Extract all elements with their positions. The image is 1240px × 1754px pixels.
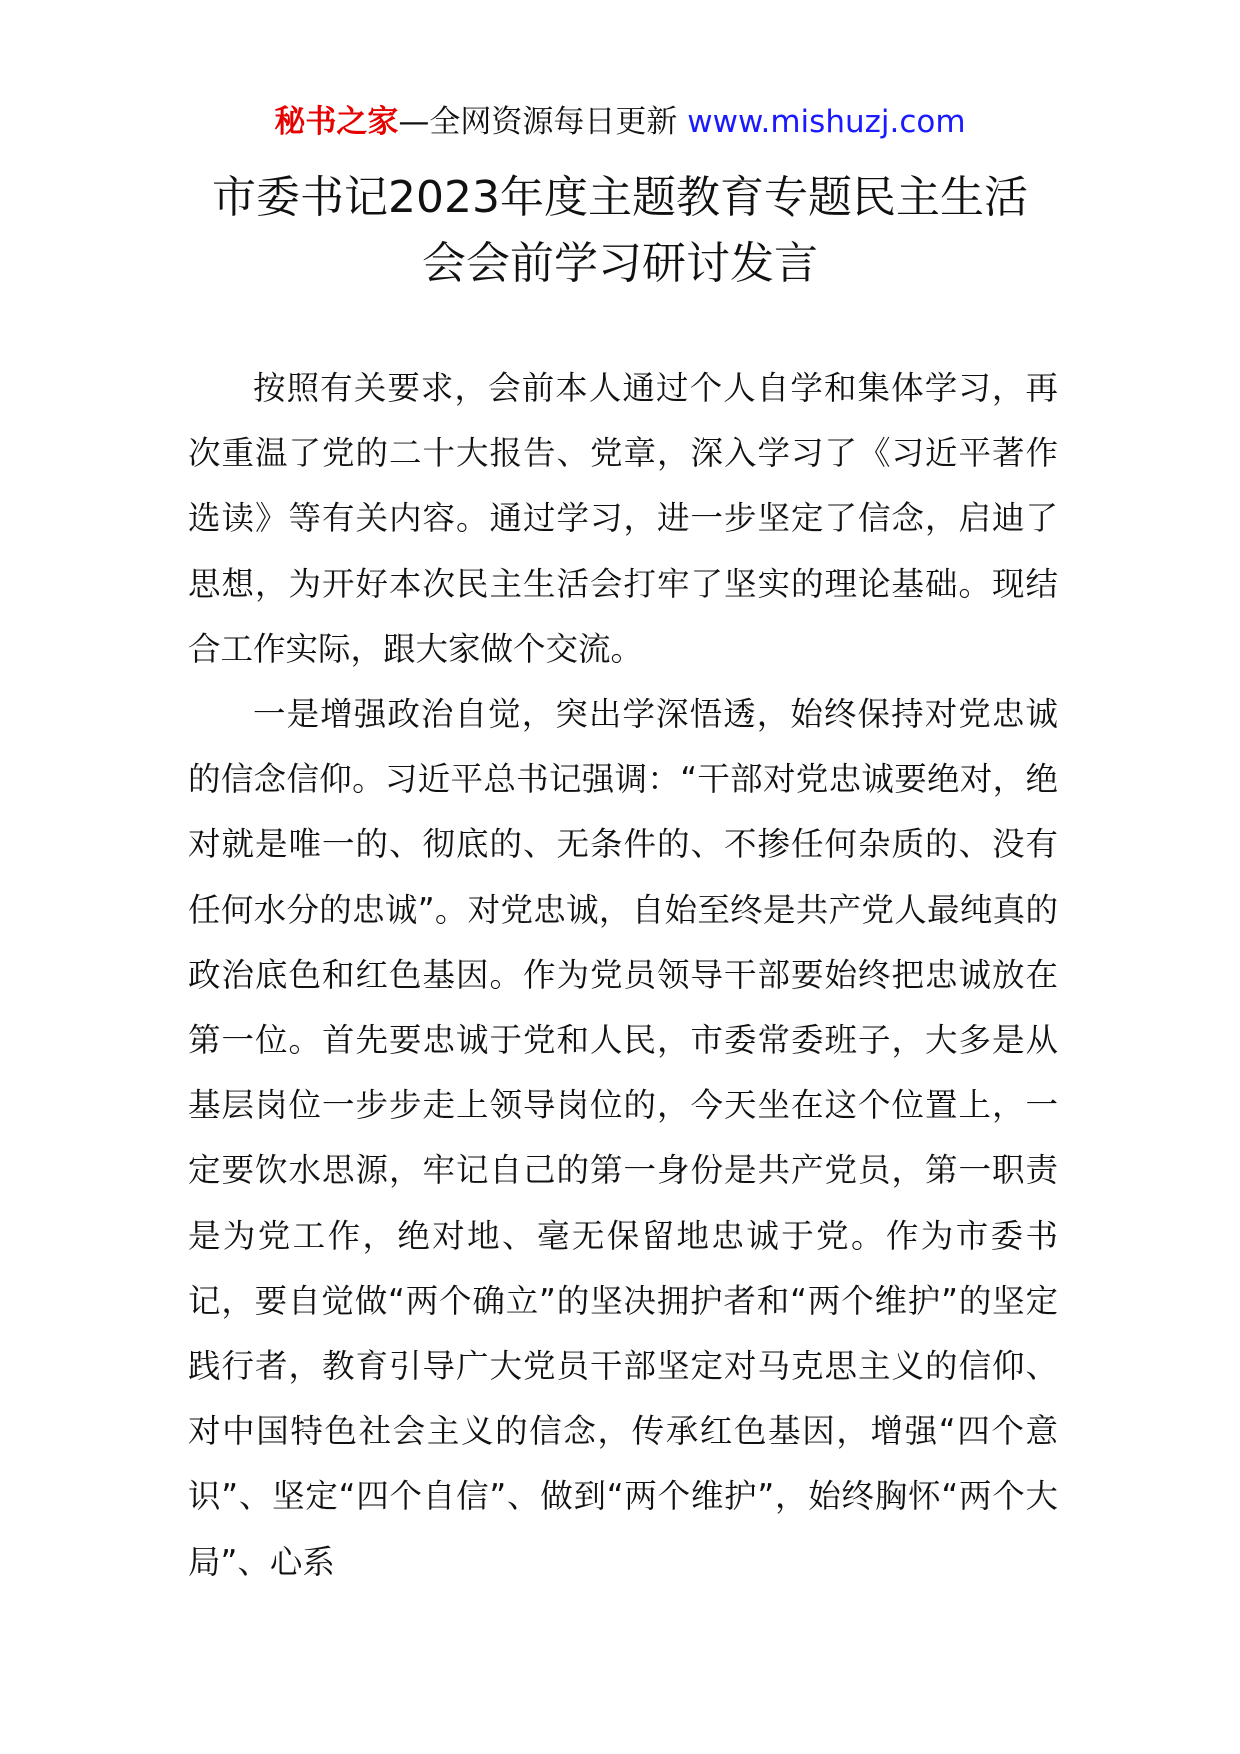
header-tagline: —全网资源每日更新 xyxy=(398,104,678,140)
site-header xyxy=(0,100,1240,144)
paragraph-point-one: 一是增强政治自觉，突出学深悟透，始终保持对党忠诚的信念信仰。习近平总书记强调：“干部对党忠诚要绝对，绝对就是唯一的、彻底的、无条件的、不掺任何杂质的、没有任何水分的忠诚”。对党忠诚，自始至终是共产党人最纯真的政治底色和红色基因。作为党员领导干部要始终把忠诚放在第一位。首先要忠诚于党和人民，市委常委班子，大多是从基层岗位一步步走上领导岗位的，今天坐在这个位置上，一定要饮水思源，牢记自己的第一身份是共产党员，第一职责是为党工作，绝对地、毫无保留地忠诚于党。作为市委书记，要自觉做“两个确立”的坚决拥护者和“两个维护”的坚定践行者，教育引导广大党员干部坚定对马克思主义的信仰、对中国特色社会主义的信念，传承红色基因，增强“四个意识”、坚定“四个自信”、做到“两个维护”，始终胸怀“两个大局”、心系 xyxy=(188,695,1058,1581)
paragraph-intro: 按照有关要求，会前本人通过个人自学和集体学习，再次重温了党的二十大报告、党章，深入学习了《习近平著作选读》等有关内容。通过学习，进一步坚定了信念，启迪了思想，为开好本次民主生活会打牢了坚实的理论基础。现结合工作实际，跟大家做个交流。 xyxy=(188,369,1058,668)
brand-name: 秘书之家 xyxy=(274,104,399,140)
document-title xyxy=(160,165,1080,297)
title-line-2: 会会前学习研讨发言 xyxy=(422,238,818,289)
document-body xyxy=(188,356,1058,1595)
title-line-1: 市委书记2023年度主题教育专题民主生活 xyxy=(212,172,1028,223)
site-url-link[interactable]: www.mishuzj.com xyxy=(687,104,966,140)
